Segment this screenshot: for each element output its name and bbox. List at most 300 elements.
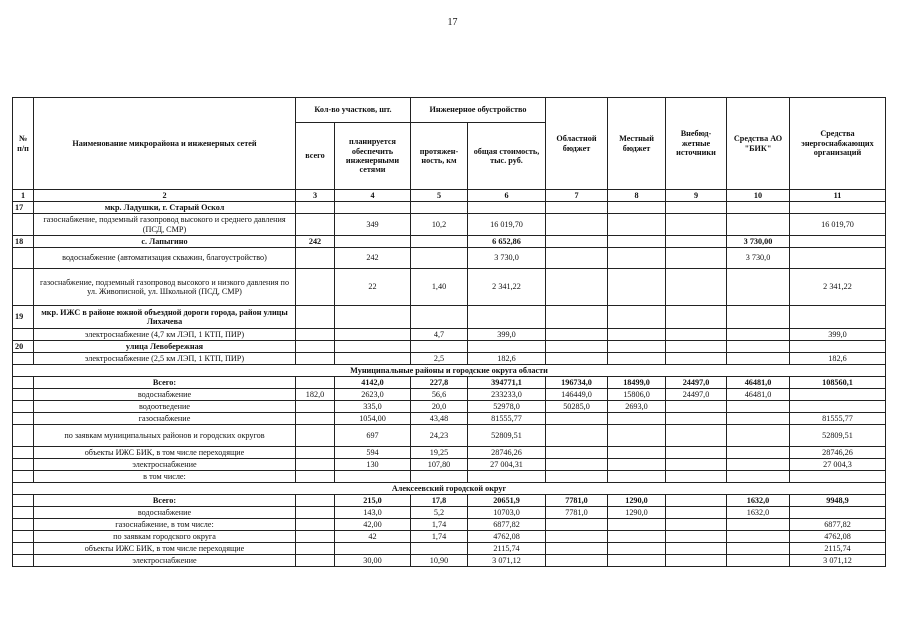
table-cell: 2115,74 [468, 543, 546, 555]
page-number: 17 [447, 17, 458, 28]
table-cell [666, 401, 727, 413]
engineering-networks-table [12, 97, 886, 567]
table-cell [546, 413, 608, 425]
table-row [13, 389, 886, 401]
table-cell [296, 248, 335, 269]
table-cell: 42 [335, 531, 411, 543]
table-cell [546, 543, 608, 555]
empty-cell [727, 202, 790, 214]
table-cell [546, 459, 608, 471]
table-cell [296, 531, 335, 543]
table-row [13, 459, 886, 471]
column-number: 11 [790, 190, 886, 202]
table-cell [790, 471, 886, 483]
table-cell: электроснабжение [34, 459, 296, 471]
table-cell: 24,23 [411, 425, 468, 447]
table-cell [727, 519, 790, 531]
table-cell [411, 471, 468, 483]
table-cell: 1290,0 [608, 495, 666, 507]
table-cell [13, 531, 34, 543]
table-cell: с. Лапыгино [34, 236, 296, 248]
table-cell: по заявкам муниципальных районов и городских округов [34, 425, 296, 447]
empty-cell [468, 202, 546, 214]
column-number: 8 [608, 190, 666, 202]
table-cell [727, 471, 790, 483]
table-cell [608, 459, 666, 471]
table-cell [608, 531, 666, 543]
table-cell: газоснабжение [34, 413, 296, 425]
table-cell: 81555,77 [468, 413, 546, 425]
table-cell: 4142,0 [335, 377, 411, 389]
table-cell [608, 269, 666, 306]
table-cell [296, 543, 335, 555]
table-cell: 19,25 [411, 447, 468, 459]
table-cell: 594 [335, 447, 411, 459]
table-cell: 1,74 [411, 531, 468, 543]
table-cell [727, 269, 790, 306]
empty-cell [608, 341, 666, 353]
table-cell [666, 425, 727, 447]
table-cell: 2115,74 [790, 543, 886, 555]
table-cell: 28746,26 [790, 447, 886, 459]
table-cell [296, 425, 335, 447]
table-cell: 43,48 [411, 413, 468, 425]
table-cell: водоснабжение [34, 389, 296, 401]
column-number: 2 [34, 190, 296, 202]
table-cell [468, 471, 546, 483]
table-cell: объекты ИЖС БИК, в том числе переходящие [34, 447, 296, 459]
table-row [13, 353, 886, 365]
table-row [13, 329, 886, 341]
table-cell [13, 459, 34, 471]
table-cell [13, 555, 34, 567]
table-cell [13, 507, 34, 519]
empty-cell [411, 202, 468, 214]
table-cell [608, 329, 666, 341]
table-cell [727, 214, 790, 236]
table-cell [13, 471, 34, 483]
table-row [13, 507, 886, 519]
table-cell [546, 329, 608, 341]
table-cell: 182,0 [296, 389, 335, 401]
table-cell [546, 531, 608, 543]
table-cell [608, 214, 666, 236]
table-cell: 242 [296, 236, 335, 248]
empty-cell [608, 306, 666, 329]
table-cell: 1290,0 [608, 507, 666, 519]
table-cell: 22 [335, 269, 411, 306]
empty-cell [411, 306, 468, 329]
table-cell: 3 730,0 [727, 248, 790, 269]
table-cell [296, 377, 335, 389]
table-cell [296, 353, 335, 365]
table-cell: 20,0 [411, 401, 468, 413]
table-cell: 2693,0 [608, 401, 666, 413]
empty-cell [335, 306, 411, 329]
table-cell [608, 471, 666, 483]
table-cell [790, 389, 886, 401]
table-cell [296, 471, 335, 483]
table-cell [13, 353, 34, 365]
table-cell: 1,74 [411, 519, 468, 531]
table-cell [727, 401, 790, 413]
table-cell: 52809,51 [468, 425, 546, 447]
group-title: Муниципальные районы и городские округа области [13, 365, 886, 377]
section-title: мкр. ИЖС в районе южной объездной дороги города, район улицы Лихачева [34, 306, 296, 329]
table-cell [666, 555, 727, 567]
table-cell: 5,2 [411, 507, 468, 519]
table-cell: в том числе: [34, 471, 296, 483]
table-cell: 6877,82 [790, 519, 886, 531]
table-cell [546, 555, 608, 567]
table-cell [666, 236, 727, 248]
table-cell: 10,90 [411, 555, 468, 567]
empty-cell [411, 341, 468, 353]
table-cell: 2,5 [411, 353, 468, 365]
column-number: 3 [296, 190, 335, 202]
table-cell [608, 555, 666, 567]
table-cell [13, 214, 34, 236]
table-cell: 7781,0 [546, 507, 608, 519]
section-title: мкр. Ладушки, г. Старый Оскол [34, 202, 296, 214]
empty-cell [296, 202, 335, 214]
table-cell: 24497,0 [666, 389, 727, 401]
empty-cell [296, 341, 335, 353]
table-cell [666, 531, 727, 543]
table-cell [727, 459, 790, 471]
table-cell: 335,0 [335, 401, 411, 413]
empty-cell [727, 341, 790, 353]
table-cell: 1,40 [411, 269, 468, 306]
table-cell: 30,00 [335, 555, 411, 567]
table-cell: 233233,0 [468, 389, 546, 401]
table-cell [608, 413, 666, 425]
table-cell [546, 353, 608, 365]
header-plots-group: Кол-во участков, шт. [296, 98, 411, 123]
empty-cell [296, 306, 335, 329]
table-cell: 2 341,22 [468, 269, 546, 306]
table-cell [546, 269, 608, 306]
table-cell: 6877,82 [468, 519, 546, 531]
empty-cell [666, 306, 727, 329]
table-cell: электроснабжение (2,5 км ЛЭП, 1 КТП, ПИР) [34, 353, 296, 365]
table-cell: 46481,0 [727, 389, 790, 401]
table-row [13, 269, 886, 306]
table-cell [727, 543, 790, 555]
table-cell [296, 329, 335, 341]
column-number-row [13, 190, 886, 202]
table-cell [13, 401, 34, 413]
table-cell [546, 214, 608, 236]
table-cell [666, 459, 727, 471]
table-cell [13, 543, 34, 555]
table-cell: водоснабжение (автоматизация скважин, благоустройство) [34, 248, 296, 269]
table-cell [296, 401, 335, 413]
header-engineering-group: Инженерное обустройство [411, 98, 546, 123]
table-cell [296, 555, 335, 567]
table-cell: 1054,00 [335, 413, 411, 425]
table-cell: 81555,77 [790, 413, 886, 425]
table-row [13, 471, 886, 483]
table-cell: 27 004,3 [790, 459, 886, 471]
table-cell [411, 543, 468, 555]
table-cell: 3 730,0 [468, 248, 546, 269]
table-cell: 20651,9 [468, 495, 546, 507]
table-row [13, 236, 886, 248]
table-cell [335, 329, 411, 341]
table-cell: 16 019,70 [790, 214, 886, 236]
empty-cell [468, 306, 546, 329]
table-cell [13, 329, 34, 341]
empty-cell [546, 341, 608, 353]
table-cell: 42,00 [335, 519, 411, 531]
table-row [13, 401, 886, 413]
table-cell [666, 214, 727, 236]
table-cell [666, 447, 727, 459]
table-cell [13, 447, 34, 459]
table-cell [335, 353, 411, 365]
table-cell: 215,0 [335, 495, 411, 507]
table-cell: 16 019,70 [468, 214, 546, 236]
table-cell: 52809,51 [790, 425, 886, 447]
table-cell [727, 329, 790, 341]
header-cost: общая стоимость, тыс. руб. [468, 123, 546, 190]
empty-cell [546, 202, 608, 214]
table-cell [790, 507, 886, 519]
header-offbudget-sources: Внебюд-жетные источники [666, 98, 727, 190]
table-cell: 227,8 [411, 377, 468, 389]
group-band-row [13, 483, 886, 495]
table-cell: Всего: [34, 495, 296, 507]
table-cell: 56,6 [411, 389, 468, 401]
table-cell: 3 730,00 [727, 236, 790, 248]
column-number: 1 [13, 190, 34, 202]
table-cell [608, 519, 666, 531]
table-cell: 2 341,22 [790, 269, 886, 306]
table-cell [666, 471, 727, 483]
table-cell [666, 519, 727, 531]
empty-cell [608, 202, 666, 214]
table-cell [296, 507, 335, 519]
table-cell [608, 425, 666, 447]
table-cell: 28746,26 [468, 447, 546, 459]
section-row [13, 202, 886, 214]
table-cell [546, 236, 608, 248]
table-cell: 46481,0 [727, 377, 790, 389]
table-cell: 18 [13, 236, 34, 248]
table-cell [608, 248, 666, 269]
table-cell [727, 413, 790, 425]
column-number: 9 [666, 190, 727, 202]
table-cell [727, 447, 790, 459]
table-cell: 4762,08 [468, 531, 546, 543]
table-cell: 27 004,31 [468, 459, 546, 471]
table-cell [727, 425, 790, 447]
table-row [13, 519, 886, 531]
table-cell: 399,0 [468, 329, 546, 341]
table-cell [790, 236, 886, 248]
table-cell [666, 353, 727, 365]
table-cell: 4762,08 [790, 531, 886, 543]
empty-cell [790, 306, 886, 329]
table-cell [727, 531, 790, 543]
table-cell [727, 353, 790, 365]
header-planned: планируется обеспечить инженерными сетями [335, 123, 411, 190]
table-row [13, 248, 886, 269]
table-row [13, 377, 886, 389]
table-cell: 394771,1 [468, 377, 546, 389]
table-cell [727, 555, 790, 567]
group-title: Алексеевский городской округ [13, 483, 886, 495]
table-cell: 196734,0 [546, 377, 608, 389]
table-cell: 697 [335, 425, 411, 447]
table-cell: газоснабжение, подземный газопровод высокого и низкого давления по ул. Живописной, ул. Школьной (ПСД, СМР) [34, 269, 296, 306]
table-cell [546, 471, 608, 483]
table-cell: водоснабжение [34, 507, 296, 519]
table-cell: 6 652,86 [468, 236, 546, 248]
table-cell [13, 425, 34, 447]
table-cell [13, 389, 34, 401]
table-cell: 24497,0 [666, 377, 727, 389]
header-total: всего [296, 123, 335, 190]
header-length: протяжен-ность, км [411, 123, 468, 190]
table-cell: по заявкам городского округа [34, 531, 296, 543]
table-cell [296, 269, 335, 306]
table-cell: 1632,0 [727, 507, 790, 519]
table-cell: водоотведение [34, 401, 296, 413]
table-row [13, 555, 886, 567]
table-cell: 107,80 [411, 459, 468, 471]
table-cell: 17,8 [411, 495, 468, 507]
table-cell [546, 248, 608, 269]
table-cell [608, 353, 666, 365]
table-cell [666, 543, 727, 555]
table-cell [546, 447, 608, 459]
header-bik-funds: Средства АО "БИК" [727, 98, 790, 190]
table-cell: электроснабжение (4,7 км ЛЭП, 1 КТП, ПИР) [34, 329, 296, 341]
table-cell: 349 [335, 214, 411, 236]
table-cell: газоснабжение, подземный газопровод высокого и среднего давления (ПСД, СМР) [34, 214, 296, 236]
section-row [13, 341, 886, 353]
table-cell [666, 269, 727, 306]
table-cell [546, 519, 608, 531]
table-cell: 182,6 [468, 353, 546, 365]
table-cell [13, 248, 34, 269]
header-energy-funds: Средства энергоснабжающих организаций [790, 98, 886, 190]
table-cell [608, 447, 666, 459]
table-cell: 3 071,12 [468, 555, 546, 567]
column-number: 4 [335, 190, 411, 202]
table-cell: объекты ИЖС БИК, в том числе переходящие [34, 543, 296, 555]
empty-cell [790, 341, 886, 353]
table-cell: 182,6 [790, 353, 886, 365]
empty-cell [468, 341, 546, 353]
table-cell [666, 495, 727, 507]
column-number: 6 [468, 190, 546, 202]
header-regional-budget: Областной бюджет [546, 98, 608, 190]
table-row [13, 413, 886, 425]
table-row [13, 214, 886, 236]
table-cell: 10,2 [411, 214, 468, 236]
table-row [13, 447, 886, 459]
table-cell [335, 236, 411, 248]
section-row [13, 306, 886, 329]
column-number: 7 [546, 190, 608, 202]
section-number: 19 [13, 306, 34, 329]
table-cell: 18499,0 [608, 377, 666, 389]
header-local-budget: Местный бюджет [608, 98, 666, 190]
table-row [13, 425, 886, 447]
table-cell [411, 236, 468, 248]
table-cell [296, 447, 335, 459]
table-cell [666, 413, 727, 425]
table-cell [13, 495, 34, 507]
empty-cell [790, 202, 886, 214]
empty-cell [335, 341, 411, 353]
table-cell [790, 401, 886, 413]
empty-cell [666, 341, 727, 353]
table-cell [296, 495, 335, 507]
table-cell: 15806,0 [608, 389, 666, 401]
table-cell [608, 543, 666, 555]
table-cell: 10703,0 [468, 507, 546, 519]
empty-cell [727, 306, 790, 329]
table-cell [296, 459, 335, 471]
table-cell [790, 248, 886, 269]
table-cell: электроснабжение [34, 555, 296, 567]
table-cell [13, 413, 34, 425]
table-cell [296, 413, 335, 425]
table-cell: газоснабжение, в том числе: [34, 519, 296, 531]
table-row [13, 495, 886, 507]
column-number: 10 [727, 190, 790, 202]
table-cell: 2623,0 [335, 389, 411, 401]
section-number: 20 [13, 341, 34, 353]
table-cell [411, 248, 468, 269]
table-row [13, 543, 886, 555]
column-number: 5 [411, 190, 468, 202]
table-cell: 50285,0 [546, 401, 608, 413]
table-cell [13, 519, 34, 531]
empty-cell [666, 202, 727, 214]
table-cell [666, 329, 727, 341]
empty-cell [546, 306, 608, 329]
table-cell: 3 071,12 [790, 555, 886, 567]
table-cell [666, 248, 727, 269]
section-number: 17 [13, 202, 34, 214]
table-cell: 9948,9 [790, 495, 886, 507]
table-cell [13, 377, 34, 389]
section-title: улица Левобережная [34, 341, 296, 353]
table-cell [296, 519, 335, 531]
table-cell: 52978,0 [468, 401, 546, 413]
table-cell: 130 [335, 459, 411, 471]
group-band-row [13, 365, 886, 377]
table-cell: 7781,0 [546, 495, 608, 507]
table-cell: 1632,0 [727, 495, 790, 507]
table-cell: 4,7 [411, 329, 468, 341]
table-cell: 242 [335, 248, 411, 269]
table-cell [13, 269, 34, 306]
table-cell: 399,0 [790, 329, 886, 341]
table-row [13, 531, 886, 543]
header-name: Наименование микрорайона и инженерных сетей [34, 98, 296, 190]
table-cell: 108560,1 [790, 377, 886, 389]
table-cell: 146449,0 [546, 389, 608, 401]
table-cell: 143,0 [335, 507, 411, 519]
table-cell [546, 425, 608, 447]
table-cell [335, 471, 411, 483]
